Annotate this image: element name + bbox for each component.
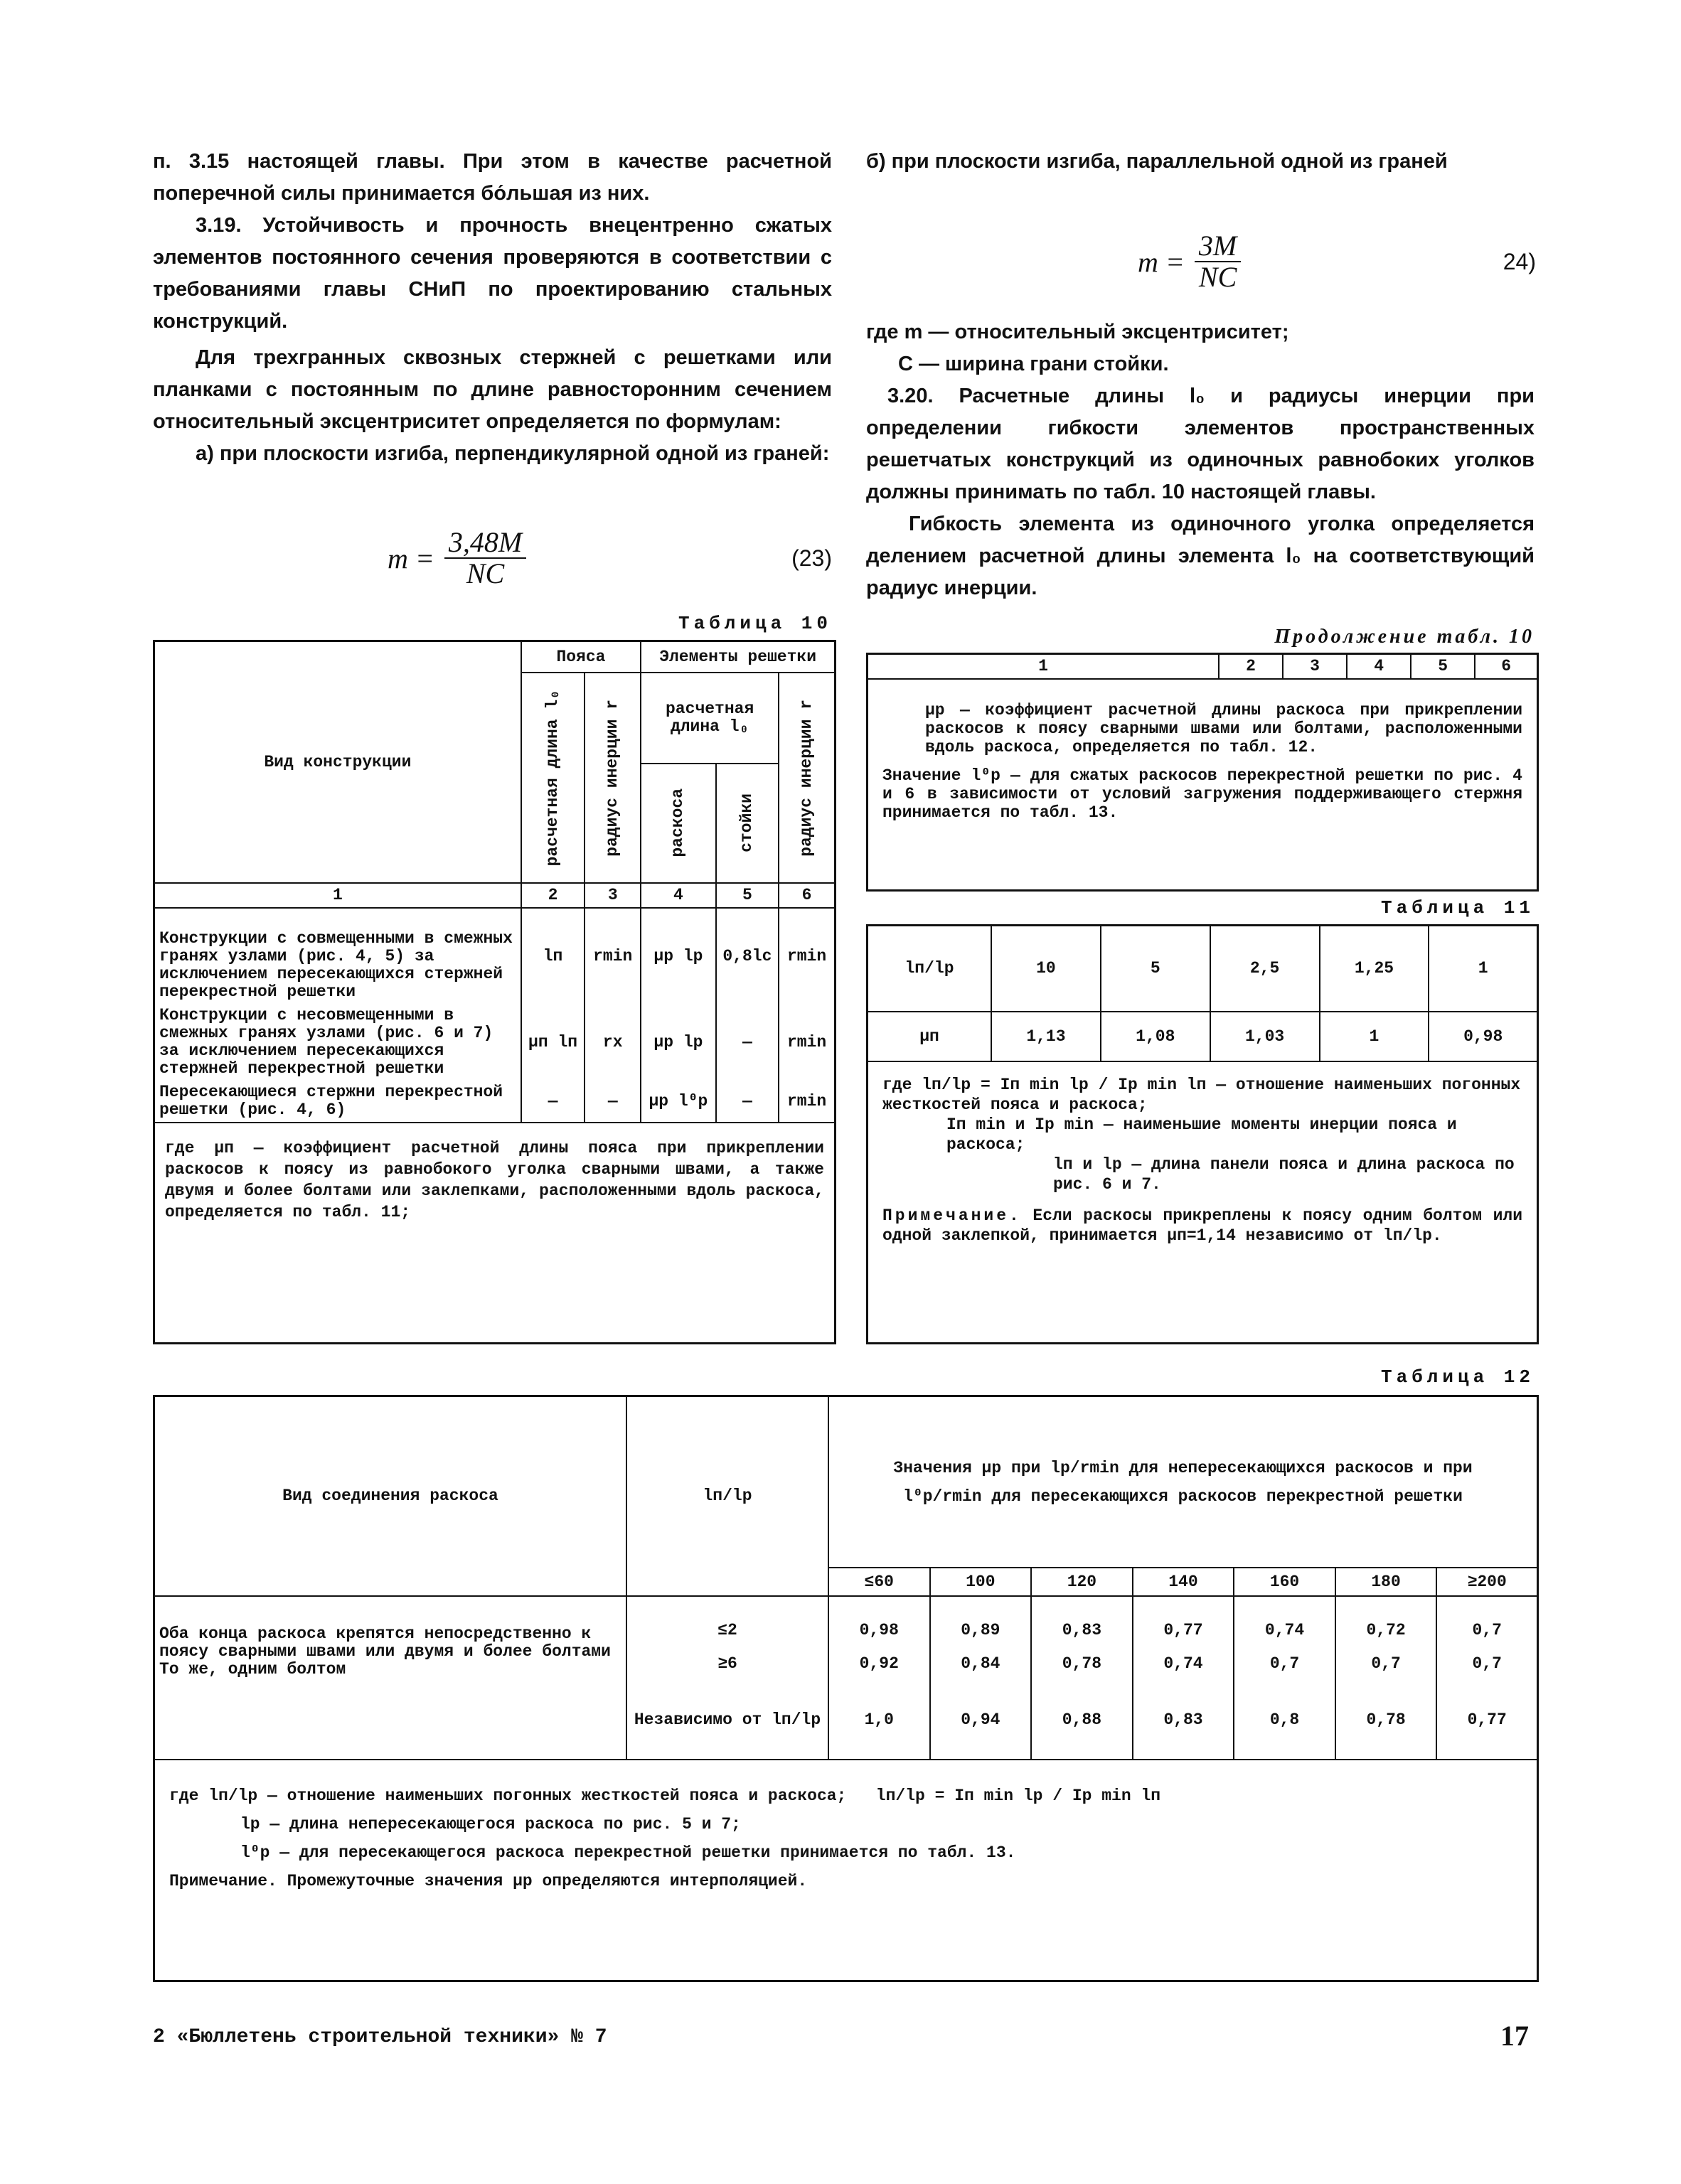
cell: 0,83 [1031, 1596, 1133, 1646]
table-row [155, 1596, 1537, 1646]
table-11 [866, 924, 1539, 1344]
cell-type [155, 1596, 626, 1760]
cell: rmin [585, 908, 641, 1004]
col-header: 140 [1133, 1568, 1234, 1596]
cell: 1,08 [1101, 1012, 1210, 1061]
paragraph: а) при плоскости изгиба, перпендикулярной одной из граней: [196, 442, 830, 465]
table-header-radius: радиус инерции r [603, 699, 622, 857]
left-column [153, 146, 832, 470]
cell: rmin [779, 908, 834, 1004]
cell: 0,7 [1335, 1646, 1437, 1681]
formula-24 [1138, 231, 1536, 292]
equation-number: (23) [791, 545, 832, 571]
table-header-ratio: lп/lр [626, 1397, 828, 1596]
cell: — [716, 1081, 779, 1123]
connection-desc: То же, одним болтом [159, 1660, 346, 1679]
row-label: lп/lр [868, 926, 991, 1012]
paragraph: Для трехгранных сквозных стержней с решетками или планками с постоянным по длине равносторонним сечением относительный эксцентриситет определяется по формулам: [153, 346, 832, 433]
cell: 1,0 [828, 1681, 930, 1760]
cell: 0,7 [1436, 1646, 1537, 1681]
cell: — [585, 1081, 641, 1123]
note-label: Примечание. [882, 1206, 1022, 1225]
col-header: ≤60 [828, 1568, 930, 1596]
note-text: Примечание. Промежуточные значения μр определяются интерполяцией. [169, 1872, 808, 1890]
table-row [155, 1081, 834, 1123]
cell: μр lр [641, 908, 716, 1004]
cell: 1,03 [1210, 1012, 1320, 1061]
where-line: l⁰р — для пересекающегося раскоса перекрестной решетки принимается по табл. 13. [240, 1843, 1016, 1862]
formula-fraction [444, 528, 526, 589]
cell: — [521, 1081, 585, 1123]
col-num: 1 [868, 655, 1219, 679]
cell: 0,8lс [716, 908, 779, 1004]
table-header-radius-lattice: радиус инерции r [797, 699, 816, 857]
fraction-denominator: NC [1198, 261, 1237, 293]
cell-ratio: ≥6 [626, 1646, 828, 1681]
cell: rx [585, 1004, 641, 1081]
formula-lhs: m = [388, 542, 434, 574]
where-line: где lп/lр = Iп min lр / Iр min lп — отношение наименьших погонных жесткостей пояса и раскоса; [882, 1076, 1521, 1114]
right-column-lower [866, 316, 1535, 604]
fraction-numerator: 3,48M [444, 528, 526, 559]
table-header-lattice: Элементы решетки [641, 642, 834, 673]
cell: 0,89 [930, 1596, 1032, 1646]
cell-type: Конструкции с несовмещенными в смежных гранях узлами (рис. 6 и 7) за исключением пересекающихся стержней перекрестной решетки [155, 1004, 521, 1081]
col-num: 6 [779, 883, 834, 908]
formula-lhs: m = [1138, 245, 1185, 278]
col-num: 4 [641, 883, 716, 908]
cell: 0,83 [1133, 1681, 1234, 1760]
col-num: 3 [585, 883, 641, 908]
cell: 10 [991, 926, 1101, 1012]
paragraph: п. 3.15 настоящей главы. При этом в качестве расчетной поперечной силы принимается бо́льшая из них. [153, 150, 832, 205]
cell: 5 [1101, 926, 1210, 1012]
col-num: 4 [1347, 655, 1411, 679]
cell: 0,7 [1234, 1646, 1335, 1681]
paragraph: 3.20. Расчетные длины l₀ и радиусы инерции при определении гибкости элементов пространственных решетчатых конструкций из одиночных равнобоких уголков должны принимать по табл. 10 настоящей главы. [866, 385, 1535, 503]
table-11-caption: Таблица 11 [1380, 897, 1535, 919]
cell: μп lп [521, 1004, 585, 1081]
paragraph: б) при плоскости изгиба, параллельной одной из граней [866, 150, 1448, 173]
cell: 0,74 [1133, 1646, 1234, 1681]
col-header: 120 [1031, 1568, 1133, 1596]
cell-ratio: ≤2 [626, 1596, 828, 1646]
fraction-denominator: NC [466, 557, 505, 589]
cell: 0,72 [1335, 1596, 1437, 1646]
cell: μр lр [641, 1004, 716, 1081]
cell: 0,84 [930, 1646, 1032, 1681]
cell: rmin [779, 1004, 834, 1081]
cell: 0,92 [828, 1646, 930, 1681]
col-num: 5 [1411, 655, 1475, 679]
where-line: где m — относительный эксцентриситет; [866, 321, 1289, 343]
connection-desc: Оба конца раскоса крепятся непосредственно к поясу сварными швами или двумя и более болтами [159, 1624, 611, 1661]
paragraph: 3.19. Устойчивость и прочность внецентренно сжатых элементов постоянного сечения проверяются в соответствии с требованиями главы СНиП по проектированию стальных конструкций. [153, 214, 832, 333]
table-10-cont-note: μр — коэффициент расчетной длины раскоса при прикреплении раскосов к поясу сварными швами или болтами, расположенными вдоль раскоса, определяется по табл. 12. [925, 701, 1522, 756]
row-label: μп [868, 1012, 991, 1061]
footer-left: 2 «Бюллетень строительной техники» № 7 [153, 2026, 607, 2048]
table-10-caption: Таблица 10 [678, 613, 832, 634]
where-formula: lп/lр = Iп min lр / Iр min lп [875, 1787, 1161, 1805]
where-line: lр — длина непересекающегося раскоса по рис. 5 и 7; [240, 1815, 741, 1834]
table-header-length: расчетная длина l₀ [543, 689, 562, 867]
table-header-chords: Пояса [521, 642, 641, 673]
cell: 0,77 [1436, 1681, 1537, 1760]
cell: 0,74 [1234, 1596, 1335, 1646]
cell: 2,5 [1210, 926, 1320, 1012]
table-header-type: Вид конструкции [155, 642, 521, 883]
cell: — [716, 1004, 779, 1081]
table-header-values: Значения μр при lр/rmin для непересекающихся раскосов и при l⁰р/rmin для пересекающихся раскосов перекрестной решетки [828, 1397, 1537, 1568]
cell-ratio: Независимо от lп/lр [626, 1681, 828, 1760]
cell: 0,7 [1436, 1596, 1537, 1646]
col-num: 2 [1219, 655, 1283, 679]
table-10-note: где μп — коэффициент расчетной длины пояса при прикреплении раскосов к поясу из равнобокого уголка сварными швами, а также двумя и более болтами или заклепками, расположенными вдоль раскоса, определяется по табл. 11; [165, 1139, 824, 1221]
cell: 1 [1429, 926, 1537, 1012]
cell: 0,77 [1133, 1596, 1234, 1646]
cell: 0,94 [930, 1681, 1032, 1760]
table-header-type: Вид соединения раскоса [155, 1397, 626, 1596]
col-num: 1 [155, 883, 521, 908]
table-11-where [868, 1062, 1537, 1246]
table-header-brace: раскоса [668, 788, 688, 858]
col-num: 6 [1475, 655, 1537, 679]
formula-23 [388, 528, 832, 589]
table-row [868, 1012, 1537, 1061]
equation-number: 24) [1503, 248, 1536, 274]
paragraph: Гибкость элемента из одиночного уголка определяется делением расчетной длины элемента l₀ на соответствующий радиус инерции. [866, 513, 1535, 599]
cell: 0,88 [1031, 1681, 1133, 1760]
table-10-cont-caption: Продолжение табл. 10 [1274, 626, 1535, 648]
table-header-post: стойки [737, 793, 757, 853]
table-header-length-lattice: расчетная длина l₀ [641, 673, 779, 764]
table-row [155, 908, 834, 1004]
cell: 0,8 [1234, 1681, 1335, 1760]
table-10-cont [866, 653, 1539, 892]
cell: rmin [779, 1081, 834, 1123]
col-num: 2 [521, 883, 585, 908]
where-line: C — ширина грани стойки. [898, 353, 1169, 375]
cell: μр l⁰р [641, 1081, 716, 1123]
note-text: Если раскосы прикреплены к поясу одним болтом или одной заклепкой, принимается μп=1,14 независимо от lп/lр. [882, 1206, 1522, 1245]
page-number: 17 [1500, 2020, 1529, 2052]
cell: 0,98 [828, 1596, 930, 1646]
table-12-caption: Таблица 12 [1380, 1366, 1535, 1388]
cell: 0,78 [1335, 1681, 1437, 1760]
col-header: ≥200 [1436, 1568, 1537, 1596]
cell: 1,13 [991, 1012, 1101, 1061]
fraction-numerator: 3M [1195, 231, 1241, 262]
cell-type: Конструкции с совмещенными в смежных гранях узлами (рис. 4, 5) за исключением пересекающихся стержней перекрестной решетки [155, 908, 521, 1004]
where-line: lп и lр — длина панели пояса и длина раскоса по рис. 6 и 7. [1053, 1155, 1515, 1194]
table-row [868, 926, 1537, 1012]
table-row [155, 1004, 834, 1081]
col-header: 180 [1335, 1568, 1437, 1596]
cell: 0,98 [1429, 1012, 1537, 1061]
table-10-cont-note: Значение l⁰р — для сжатых раскосов перекрестной решетки по рис. 4 и 6 в зависимости от условий загружения поддерживающего стержня принимается по табл. 13. [882, 766, 1522, 822]
cell: lп [521, 908, 585, 1004]
col-header: 160 [1234, 1568, 1335, 1596]
where-line: где lп/lр — отношение наименьших погонных жесткостей пояса и раскоса; [169, 1787, 847, 1805]
cell: 0,78 [1031, 1646, 1133, 1681]
formula-fraction [1195, 231, 1241, 292]
table-12 [153, 1395, 1539, 1982]
table-12-where [155, 1760, 1537, 1895]
right-column [866, 146, 1535, 178]
cell-type: Пересекающиеся стержни перекрестной решетки (рис. 4, 6) [155, 1081, 521, 1123]
cell: 1 [1320, 1012, 1429, 1061]
where-line: Iп min и Iр min — наименьшие моменты инерции пояса и раскоса; [946, 1115, 1457, 1154]
col-header: 100 [930, 1568, 1032, 1596]
col-num: 5 [716, 883, 779, 908]
cell: 1,25 [1320, 926, 1429, 1012]
table-10 [153, 640, 836, 1344]
col-num: 3 [1283, 655, 1347, 679]
